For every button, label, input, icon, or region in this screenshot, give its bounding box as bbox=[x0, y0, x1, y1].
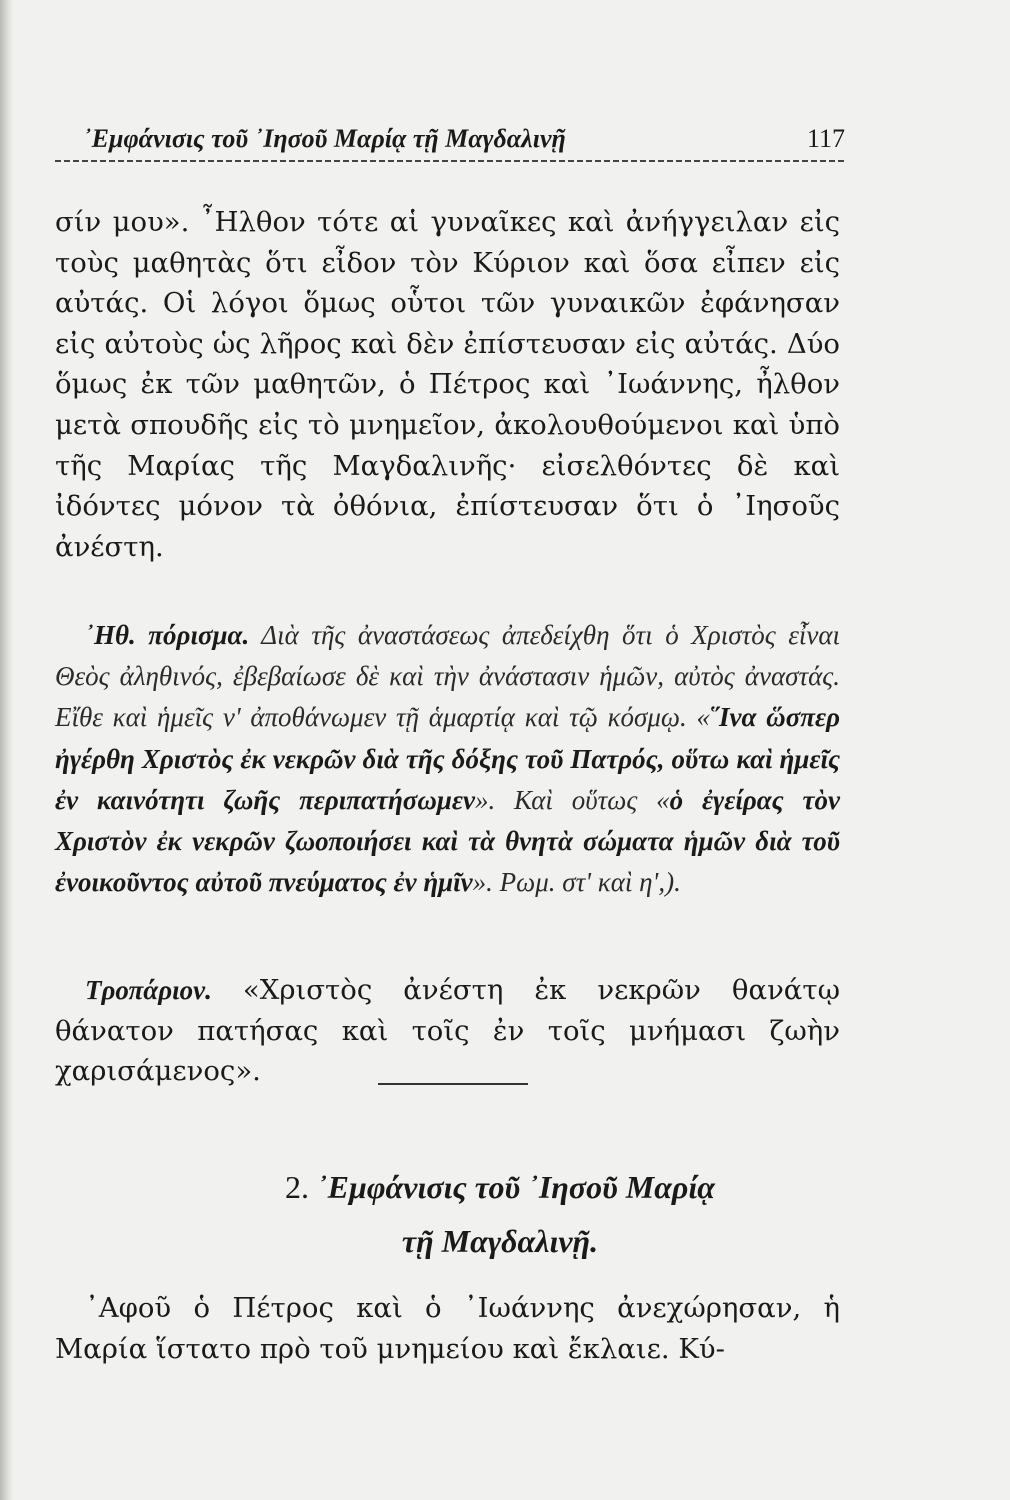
troparion-text: «Χριστὸς ἀνέστη ἐκ νεκρῶν θανάτῳ θάνατον πατήσας καὶ τοῖς ἐν τοῖς μνήμασι ζωὴν χαρισάμενος». bbox=[55, 974, 840, 1088]
moral-quote-2: ὁ ἐγείρας τὸν Χριστὸν ἐκ νεκρῶν ζωοποιήσει καὶ τὰ θνητὰ σώματα ἡμῶν διὰ τοῦ ἐνοικοῦντος αὐτοῦ πνεύματος ἐν ἡμῖν bbox=[55, 784, 840, 898]
moral-paragraph bbox=[55, 615, 840, 903]
section-number: 2. bbox=[285, 1169, 310, 1205]
paragraph-last: ᾿Αφοῦ ὁ Πέτρος καὶ ὁ ᾿Ιωάννης ἀνεχώρησαν, ἡ Μαρία ἵστατο πρὸ τοῦ μνημείου καὶ ἔκλαιε. Κύ- bbox=[55, 1292, 840, 1365]
moral-text-1: Διὰ τῆς ἀναστάσεως ἀπεδείχθη ὅτι ὁ Χριστὸς εἶναι Θεὸς ἀληθινός, ἐβεβαίωσε δὲ καὶ τὴν ἀνάστασιν ἡμῶν, αὐτὸς ἀναστάς. Εἴθε καὶ ἡμεῖς ν' ἀποθάνωμεν τῇ ἁμαρτίᾳ καὶ τῷ κόσμῳ. « bbox=[55, 620, 840, 733]
section-heading bbox=[120, 1160, 880, 1268]
paragraph-1: σίν μου». ῏Ηλθον τότε αἱ γυναῖκες καὶ ἀνήγγειλαν εἰς τοὺς μαθητὰς ὅτι εἶδον τὸν Κύριον καὶ ὅσα εἶπεν εἰς αὐτάς. Οἱ λόγοι ὅμως οὗτοι τῶν γυναικῶν ἐφάνησαν εἰς αὐτοὺς ὡς λῆρος καὶ δὲν ἐπίστευσαν εἰς αὐτάς. Δύο ὅμως ἐκ τῶν μαθητῶν, ὁ Πέτρος καὶ ᾿Ιωάννης, ἦλθον μετὰ σπουδῆς εἰς τὸ μνημεῖον, ἀκολουθούμενοι καὶ ὑπὸ τῆς Μαρίας τῆς Μαγδαλινῆς· εἰσελθόντες δὲ καὶ ἰδόντες μόνον τὰ ὀθόνια, ἐπίστευσαν ὅτι ὁ ᾿Ιησοῦς ἀνέστη. bbox=[55, 206, 840, 563]
section-title-line-2: τῇ Μαγδαλινῇ. bbox=[401, 1223, 599, 1259]
section-title-line-1: ᾿Εμφάνισις τοῦ ᾿Ιησοῦ Μαρίᾳ bbox=[317, 1169, 715, 1205]
moral-text-3: ». Ρωμ. στ' καὶ η',). bbox=[472, 867, 681, 898]
moral-quote-1: ῞Ινα ὥσπερ ἠγέρθη Χριστὸς ἐκ νεκρῶν διὰ τῆς δόξης τοῦ Πατρός, οὕτω καὶ ἡμεῖς ἐν καινότητι ζωῆς περιπατήσωμεν bbox=[55, 702, 840, 815]
header-rule bbox=[55, 160, 845, 162]
moral-label: ᾿Ηθ. πόρισμα. bbox=[85, 620, 250, 650]
page-edge-shadow bbox=[0, 0, 14, 1500]
moral-text-2: ». Καὶ οὕτως « bbox=[474, 784, 670, 815]
page-number: 117 bbox=[806, 124, 845, 153]
section-divider bbox=[378, 1083, 528, 1085]
troparion-paragraph bbox=[55, 970, 840, 1092]
running-title: ᾿Εμφάνισις τοῦ ᾿Ιησοῦ Μαρίᾳ τῇ Μαγδαλινῇ bbox=[83, 124, 566, 153]
troparion-label: Τροπάριον. bbox=[85, 975, 212, 1005]
page-header bbox=[55, 118, 845, 166]
